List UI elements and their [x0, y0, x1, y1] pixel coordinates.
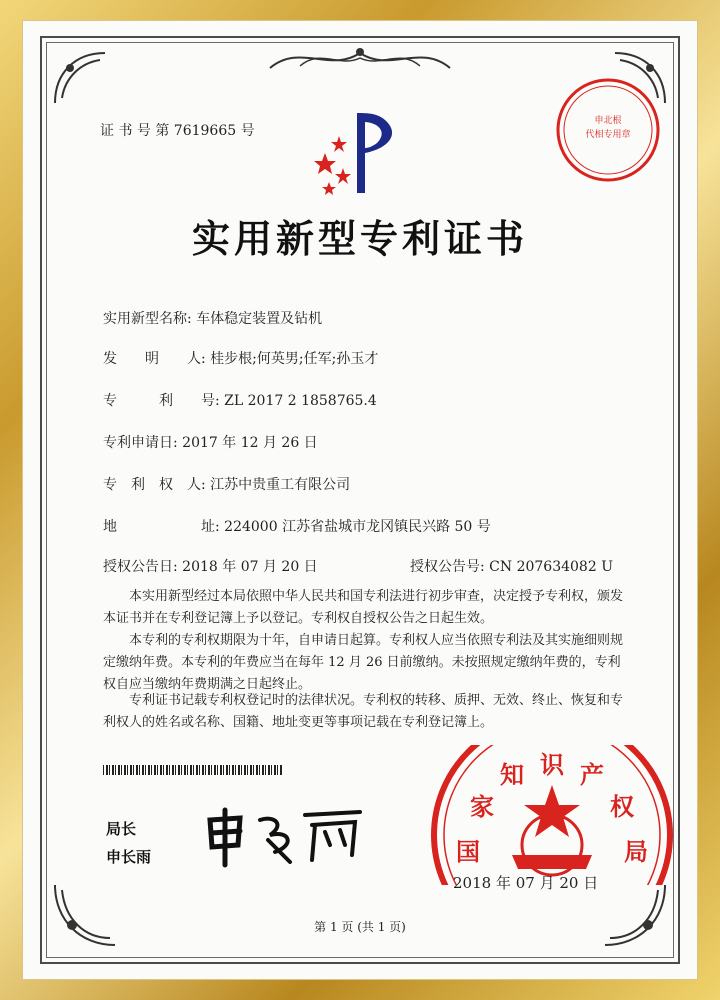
field-label: 发 明 人: — [103, 351, 206, 367]
agency-seal-icon — [553, 75, 663, 185]
field-label: 专 利 权 人: — [103, 477, 206, 493]
announcement-number-label: 授权公告号: — [410, 559, 485, 575]
field-label: 专 利 号: — [103, 393, 220, 409]
field-row-name — [103, 308, 322, 328]
officer-name: 申长雨 — [106, 848, 152, 866]
field-row-patent-no — [103, 390, 377, 410]
field-value: ZL 2017 2 1858765.4 — [224, 393, 377, 409]
corner-ornament-icon — [50, 880, 120, 950]
cnipa-logo-icon — [305, 108, 415, 198]
field-row-patentee — [103, 474, 350, 494]
seal-date: 2018 年 07 月 20 日 — [453, 874, 599, 892]
corner-ornament-icon — [600, 880, 670, 950]
field-row-application-date — [103, 432, 318, 452]
announcement-date-value: 2018 年 07 月 20 日 — [182, 559, 318, 575]
field-value: 桂步根;何英男;任军;孙玉才 — [210, 351, 379, 367]
certificate-number: 证 书 号 第 7619665 号 — [100, 123, 255, 139]
signature-icon — [200, 800, 370, 870]
field-value: 江苏中贵重工有限公司 — [210, 477, 351, 493]
announcement-date-row — [103, 556, 318, 576]
field-value: 224000 江苏省盐城市龙冈镇民兴路 50 号 — [224, 519, 491, 535]
barcode — [103, 765, 283, 775]
field-label: 专利申请日: — [103, 435, 178, 451]
field-row-address — [103, 516, 491, 536]
body-paragraph: 专利证书记载专利权登记时的法律状况。专利权的转移、质押、无效、终止、恢复和专利权人的姓名或名称、国籍、地址变更等事项记载在专利登记簿上。 — [103, 693, 624, 730]
field-label: 地 址: — [103, 519, 220, 535]
svg-text:代相专用章: 代相专用章 — [585, 130, 631, 140]
top-ornament-icon — [260, 38, 480, 78]
svg-text:识: 识 — [540, 751, 564, 779]
announcement-date-label: 授权公告日: — [103, 559, 178, 575]
field-row-inventors — [103, 348, 378, 368]
svg-text:权: 权 — [610, 793, 634, 821]
certificate-title: 实用新型专利证书 — [191, 216, 528, 261]
svg-text:知: 知 — [500, 761, 524, 789]
body-paragraph: 本实用新型经过本局依照中华人民共和国专利法进行初步审查，决定授予专利权，颁发本证书并在专利登记簿上予以登记。专利权自授权公告之日起生效。 — [103, 589, 624, 626]
corner-ornament-icon — [50, 48, 110, 108]
svg-text:家: 家 — [470, 793, 494, 821]
svg-text:申北根: 申北根 — [594, 116, 622, 126]
svg-text:局: 局 — [624, 838, 648, 866]
page-number: 第 1 页 (共 1 页) — [314, 920, 406, 934]
field-value: 2017 年 12 月 26 日 — [182, 435, 318, 451]
field-label: 实用新型名称: — [103, 311, 192, 327]
official-seal-icon — [428, 745, 676, 885]
svg-text:国: 国 — [456, 838, 480, 866]
officer-title: 局长 — [106, 820, 137, 838]
announcement-number-row — [410, 556, 613, 576]
field-value: 车体稳定装置及钻机 — [196, 311, 323, 327]
announcement-number-value: CN 207634082 U — [489, 559, 613, 575]
svg-text:产: 产 — [580, 761, 604, 789]
body-paragraph: 本专利的专利权期限为十年，自申请日起算。专利权人应当依照专利法及其实施细则规定缴纳年费。本专利的年费应当在每年 12 月 26 日前缴纳。未按照规定缴纳年费的，专利权自应当缴纳年费期满之日起终止。 — [103, 633, 624, 692]
